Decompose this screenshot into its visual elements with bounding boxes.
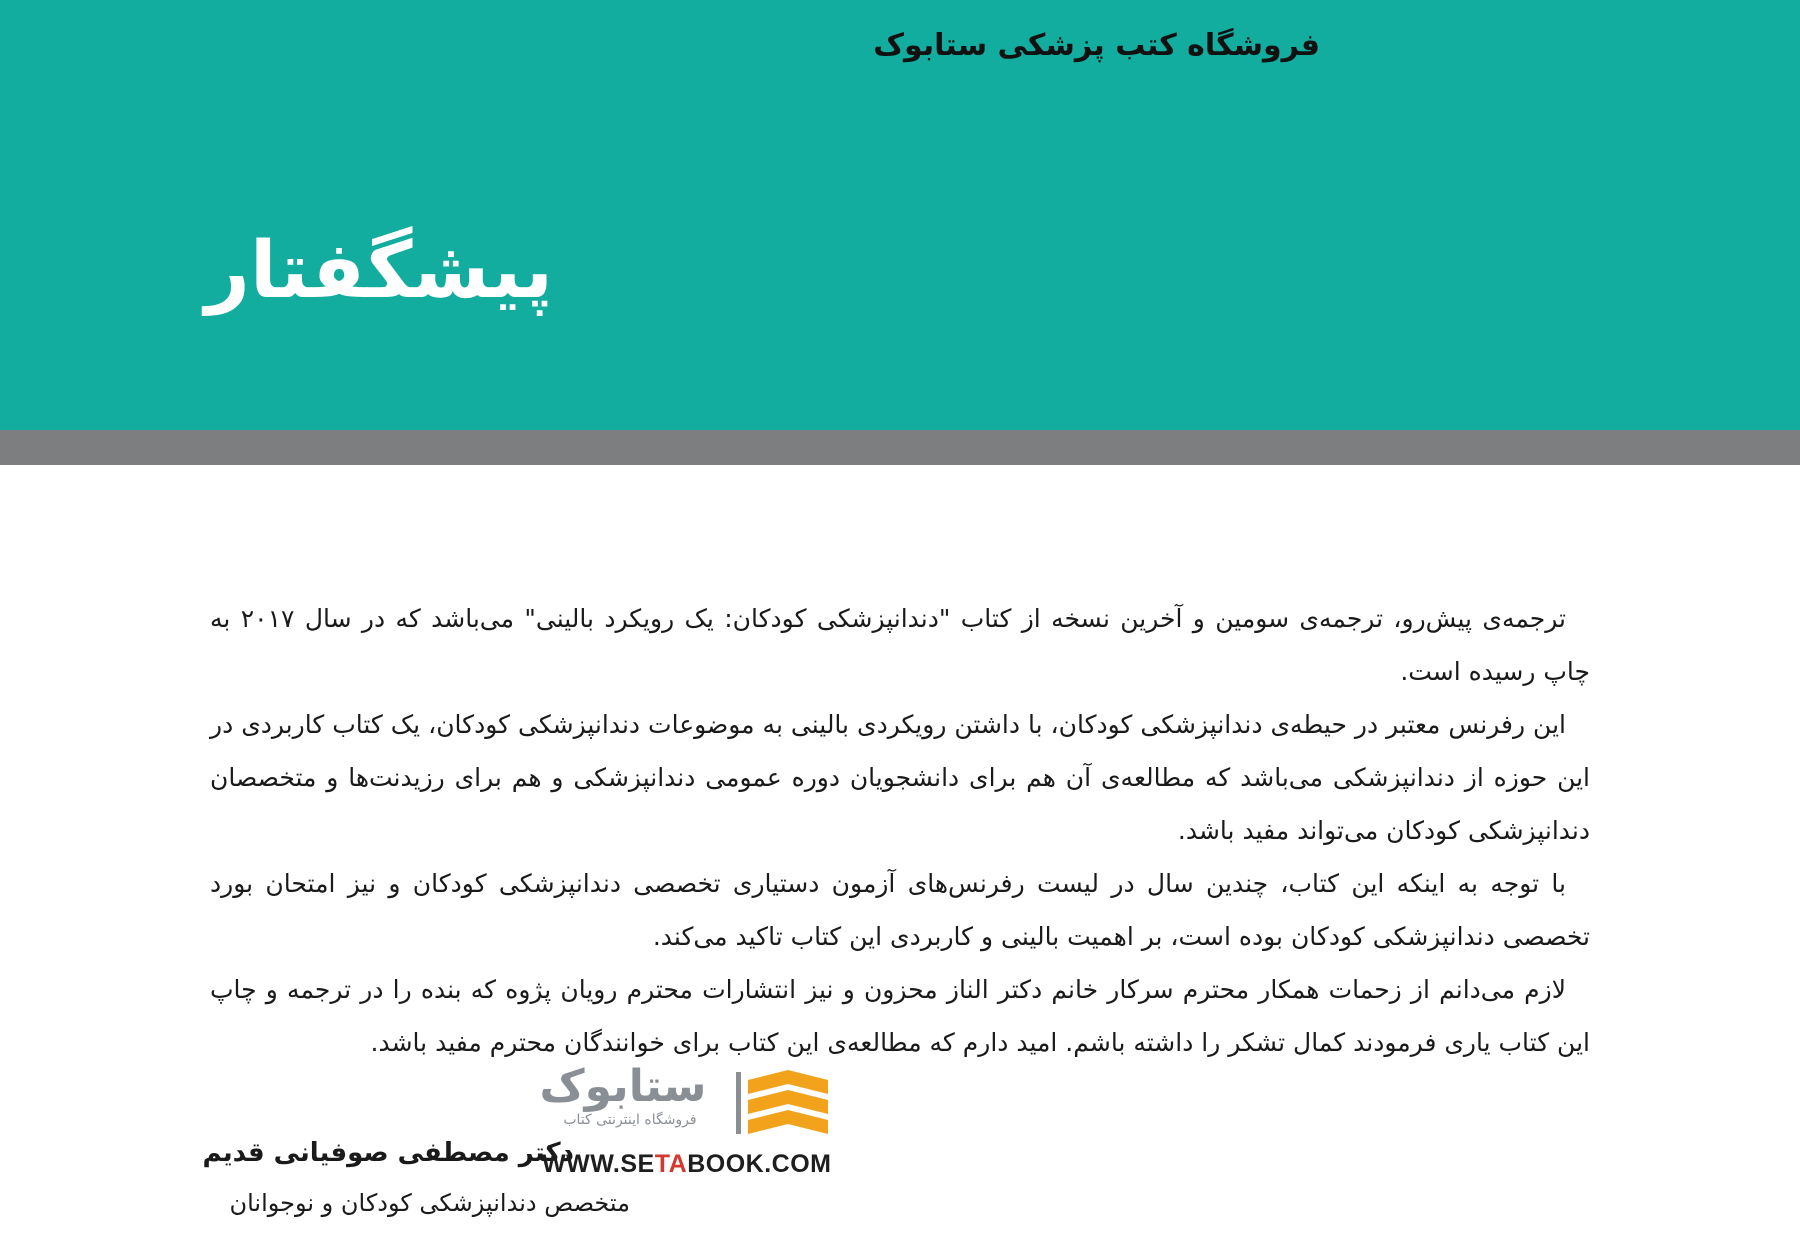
watermark-tagline: فروشگاه اینترنتی کتاب bbox=[563, 1112, 697, 1128]
header-band bbox=[0, 0, 1800, 430]
paragraph: این رفرنس معتبر در حیطه‌ی دندانپزشکی کودکان، با داشتن رویکردی بالینی به موضوعات دندانپزشکی کودکان، یک کتاب کاربردی در این حوزه از دندانپزشکی می‌باشد که مطالعه‌ی آن هم برای دانشجویان دوره عمومی دندانپزشکی و هم برای رزیدنت‌ها و متخصصان دندانپزشکی کودکان می‌تواند مفید باشد. bbox=[210, 710, 1590, 845]
watermark-url-suffix: BOOK.COM bbox=[687, 1150, 832, 1178]
watermark-logo-text: ستابوک bbox=[539, 1061, 707, 1112]
author-title: متخصص دندانپزشکی کودکان و نوجوانان bbox=[229, 1189, 630, 1217]
preface-body bbox=[210, 592, 1590, 1069]
page-title: پیشگفتار bbox=[205, 226, 554, 316]
paragraph: ترجمه‌ی پیش‌رو، ترجمه‌ی سومین و آخرین نسخه از کتاب "دندانپزشکی کودکان: یک رویکرد بالینی" می‌باشد که در سال ۲۰۱۷ به چاپ رسیده است. bbox=[210, 604, 1590, 686]
author-name: دکتر مصطفی صوفیانی قدیم bbox=[202, 1138, 574, 1168]
store-name: فروشگاه کتب پزشکی ستابوک bbox=[873, 28, 1320, 63]
setabook-logo-icon bbox=[736, 1066, 828, 1138]
paragraph: لازم می‌دانم از زحمات همکار محترم سرکار خانم دکتر الناز محزون و نیز انتشارات محترم رویان پژوه که بنده را در ترجمه و چاپ این کتاب یاری فرمودند کمال تشکر را داشته باشم. امید دارم که مطالعه‌ی این کتاب برای خوانندگان محترم مفید باشد. bbox=[210, 975, 1590, 1057]
watermark-url-prefix: WWW.SE bbox=[542, 1150, 655, 1178]
watermark-url-accent: TA bbox=[654, 1150, 688, 1178]
paragraph: با توجه به اینکه این کتاب، چندین سال در لیست رفرنس‌های آزمون دستیاری تخصصی دندانپزشکی کودکان و نیز امتحان بورد تخصصی دندانپزشکی کودکان بوده است، بر اهمیت بالینی و کاربردی این کتاب تاکید می‌کند. bbox=[210, 869, 1590, 951]
header-divider-stripe bbox=[0, 430, 1800, 465]
signature-block bbox=[202, 1128, 630, 1228]
